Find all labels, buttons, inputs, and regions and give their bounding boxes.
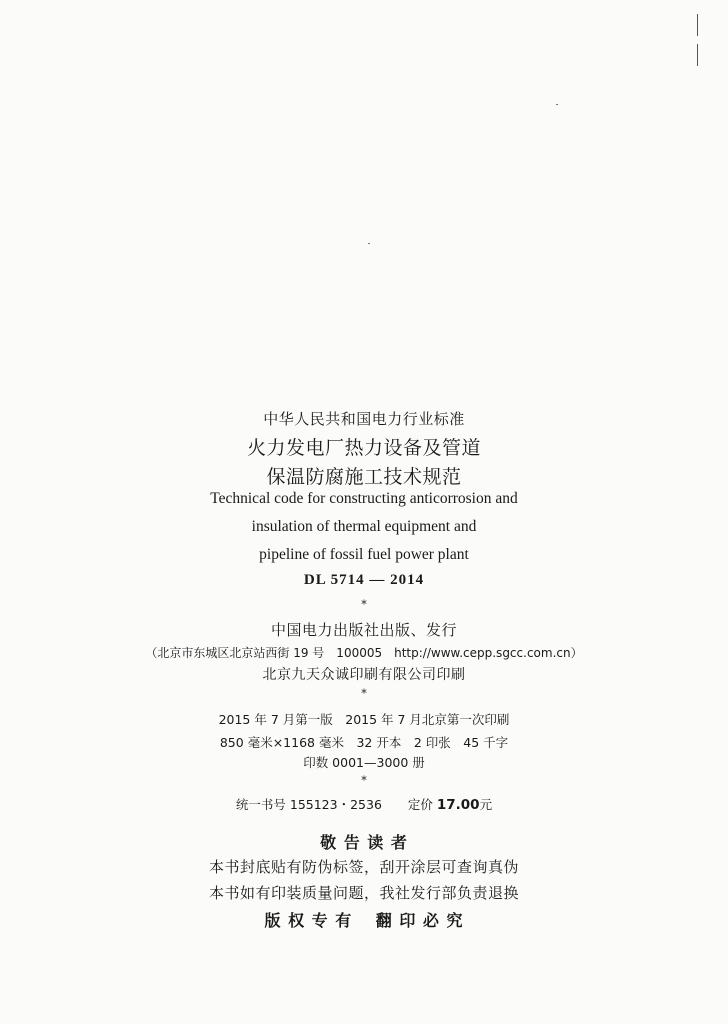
notice-line-1: 本书封底贴有防伪标签，刮开涂层可查询真伪 [208, 858, 519, 876]
notice-line-2: 本书如有印装质量问题，我社发行部负责退换 [208, 884, 519, 902]
title-line-1: 火力发电厂热力设备及管道 [246, 437, 481, 459]
english-title-line-3: pipeline of fossil fuel power plant [259, 546, 469, 563]
scan-speck [556, 104, 558, 105]
title-line-2: 保温防腐施工技术规范 [266, 466, 462, 488]
publisher-name: 中国电力出版社出版、发行 [270, 621, 457, 639]
copyright-notice: 版 权 专 有 翻 印 必 究 [264, 911, 464, 930]
scan-edge-mark [697, 14, 698, 36]
edition-info: 2015 年 7 月第一版 2015 年 7 月北京第一次印刷 [218, 712, 510, 727]
standard-code: DL 5714 — 2014 [303, 572, 425, 588]
price-unit: 元 [479, 797, 493, 812]
print-run: 印数 0001—3000 册 [303, 755, 425, 770]
separator-star: * [361, 774, 367, 787]
price-value: 17.00 [436, 797, 480, 813]
format-info: 850 毫米×1168 毫米 32 开本 2 印张 45 千字 [219, 735, 509, 750]
printer-name: 北京九天众诚印刷有限公司印刷 [262, 667, 466, 683]
english-title-line-1: Technical code for constructing anticorrosion and [210, 490, 518, 507]
separator-star: * [361, 598, 367, 611]
scan-speck [368, 243, 370, 244]
separator-star: * [361, 687, 367, 700]
scan-edge-mark [697, 44, 698, 66]
english-title-line-2: insulation of thermal equipment and [251, 518, 477, 535]
book-number-line [0, 795, 728, 813]
book-number: 统一书号 155123・2536 [235, 797, 382, 812]
price-label: 定价 [407, 797, 433, 812]
standard-authority: 中华人民共和国电力行业标准 [263, 410, 465, 428]
publisher-address: （北京市东城区北京站西街 19 号 100005 http://www.cepp.sgcc.com.cn） [145, 646, 583, 660]
notice-heading: 敬 告 读 者 [320, 833, 408, 852]
